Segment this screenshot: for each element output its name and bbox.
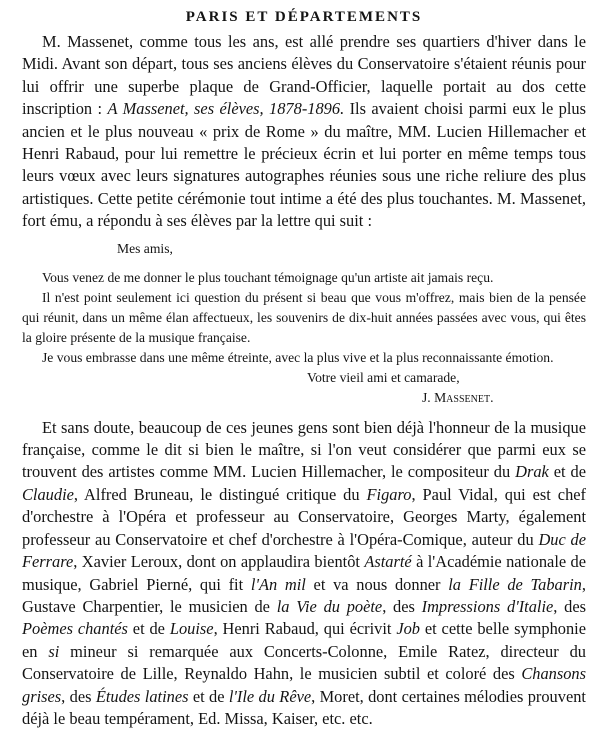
work-title: Études latines bbox=[95, 686, 189, 706]
final-text: à l'Académie nationale de musique, Gabriel Pierné, qui fit bbox=[22, 552, 587, 594]
work-title: Duc de Ferrare bbox=[22, 529, 587, 572]
letter-closing: Votre vieil ami et camarade, bbox=[307, 369, 460, 385]
work-title: Drak bbox=[515, 462, 549, 482]
work-title: Claudie bbox=[22, 484, 74, 504]
final-text: et de bbox=[188, 686, 229, 706]
work-title: Impressions d'Italie bbox=[421, 596, 554, 616]
final-text: , Henri Rabaud, qui écrivit bbox=[213, 619, 397, 639]
final-text: et cette belle symphonie en bbox=[22, 619, 587, 661]
work-title: la Fille de Tabarin bbox=[448, 574, 582, 594]
final-text: et de bbox=[548, 462, 586, 482]
work-title: l'Ile du Rêve bbox=[228, 686, 312, 706]
final-text: , Xavier Leroux, dont on applaudira bientôt bbox=[73, 552, 365, 572]
work-title: Chansons grises bbox=[22, 664, 586, 706]
final-text: et de bbox=[127, 619, 170, 639]
final-text: , Gustave Charpentier, le musicien de bbox=[22, 574, 586, 616]
final-text: , Paul Vidal, qui est chef d'orchestre à l'Opéra et professeur au Conservatoire, Georges Marty, également professeur au Conservatoire et chef d'orchestre à l'Opéra-Comique, auteur du bbox=[22, 484, 587, 549]
letter-paragraph-2: Il n'est point seulement ici question du présent si beau que vous m'offrez, mais bien de la pensée qui réunit, dans un même élan affectueux, les souvenirs de dix-huit années passées avec vous, qui êtes la gloire présente de la musique française. bbox=[22, 289, 586, 345]
work-title: Louise bbox=[169, 619, 214, 639]
letter-paragraph-1: Vous venez de me donner le plus touchant témoignage qu'un artiste ait jamais reçu. bbox=[42, 269, 494, 285]
work-title: la Vie du poète bbox=[276, 596, 383, 616]
letter-salutation: Mes amis, bbox=[117, 240, 173, 256]
massenet-letter bbox=[22, 233, 586, 408]
publication-title: Figaro bbox=[366, 484, 412, 504]
letter-signature: J. Massenet. bbox=[422, 389, 494, 405]
work-title: Poèmes chantés bbox=[22, 619, 128, 639]
intro-paragraph bbox=[22, 31, 586, 233]
final-text: , Alfred Bruneau, le distingué critique du bbox=[73, 484, 367, 504]
work-title: l'An mil bbox=[250, 574, 306, 594]
final-text: , des bbox=[382, 596, 422, 616]
intro-text-1: M. Massenet, comme tous les ans, est allé prendre ses quartiers d'hiver dans le Midi. Avant son départ, tous ses anciens élèves du Conservatoire s'étaient réunis pour lui offrir une superbe plaque de Grand-Officier, laquelle portait au dos cette inscription : bbox=[22, 32, 586, 119]
final-paragraph bbox=[22, 417, 586, 731]
work-title: Job bbox=[396, 619, 420, 639]
final-text: mineur si remarquée aux Concerts-Colonne, Emile Ratez, directeur du Conservatoire de Lille, Reynaldo Hahn, le musicien subtil et coloré des bbox=[22, 641, 586, 684]
final-text: , Moret, dont certaines mélodies prouvent déjà le beau tempérament, Ed. Missa, Kaiser, etc. etc. bbox=[22, 686, 586, 728]
work-title: Astarté bbox=[364, 552, 412, 572]
final-text: , des bbox=[553, 596, 586, 616]
plaque-inscription: A Massenet, ses élèves, 1878-1896. bbox=[107, 99, 345, 119]
final-text: , des bbox=[61, 686, 96, 706]
final-text: et va nous donner bbox=[305, 574, 449, 594]
intro-text-2: Ils avaient choisi parmi eux le plus ancien et le plus nouveau « prix de Rome » du maître, MM. Lucien Hillemacher et Henri Rabaud, pour lui remettre le précieux écrin et lui porter en même temps tous leurs vœux avec leurs signatures autographes réunies sous une riche reliure des plus artistiques. Cette petite cérémonie tout intime a été des plus touchantes. M. Massenet, fort ému, a répondu à ses élèves par la lettre qui suit : bbox=[22, 99, 586, 231]
section-heading: PARIS ET DÉPARTEMENTS bbox=[185, 9, 423, 25]
final-text: Et sans doute, beaucoup de ces jeunes gens sont bien déjà l'honneur de la musique française, comme le dit si bien le maître, si l'on veut considérer que parmi eux se trouvent des artistes comme MM. Lucien Hillemacher, le compositeur du bbox=[22, 417, 586, 482]
letter-paragraph-3: Je vous embrasse dans une même étreinte, avec la plus vive et la plus reconnaissante émotion. bbox=[42, 349, 554, 365]
musical-key: si bbox=[48, 641, 60, 661]
